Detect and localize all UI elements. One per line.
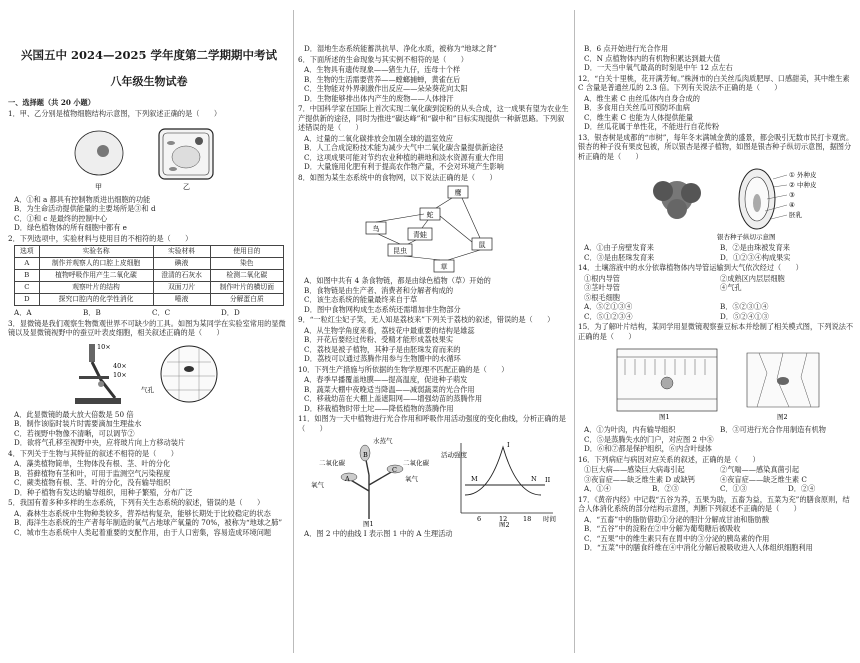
- fig1-caption: 图1: [363, 520, 374, 527]
- table-cell: 观察叶片的结构: [39, 282, 153, 294]
- ginkgo-caption: 银杏种子纵切示意图: [717, 233, 776, 241]
- table-cell: C: [15, 282, 40, 294]
- section-heading: 一、选择题（共 20 小题）: [8, 97, 95, 107]
- q14-option-c[interactable]: C．⑤①②③④: [584, 311, 633, 321]
- experiment-table: [14, 245, 284, 306]
- q13-options: [578, 243, 856, 262]
- q9-option-b[interactable]: B．开花后要经过传粉、受精才能形成荔枝果实: [304, 335, 454, 344]
- table-cell: D: [15, 294, 40, 306]
- label-water-vapor: 水蒸气: [373, 437, 393, 445]
- q1-option-c[interactable]: C．①和 c 是最终的控制中心: [14, 213, 108, 223]
- seed-label-4: ④: [789, 201, 795, 209]
- q1-option-b[interactable]: B．为生命活动提供能量的主要场所是③和 d: [14, 204, 156, 214]
- table-header: 选项: [15, 246, 40, 258]
- q12-option-b[interactable]: B．多食用白关丝瓜可预防坏血病: [584, 103, 690, 112]
- food-web-diagram: [354, 184, 514, 274]
- q1-option-d[interactable]: D．绿色植物体的所有细胞中都有 e: [14, 223, 127, 233]
- q3-option-b[interactable]: B．制作该临时装片时需要滴加生理盐水: [14, 419, 142, 429]
- table-cell: 碘液: [153, 258, 210, 270]
- curve-i-label: I: [507, 441, 510, 449]
- q6-option-b[interactable]: B．生物的生活需要营养——螳螂捕蝉，黄雀在后: [304, 74, 461, 84]
- table-cell: 探究口腔内的化学性消化: [39, 294, 153, 306]
- q5-option-a[interactable]: A．森林生态系统中生物种类较多，营养结构复杂，能够长期处于比较稳定的状态: [14, 508, 271, 518]
- axis-x-label: 时间: [543, 515, 556, 523]
- q8-option-a[interactable]: A．如图中共有 4 条食物链，都是由绿色植物（草）开始的: [304, 276, 491, 285]
- middle-seedcoat-label: 中种皮: [797, 181, 817, 189]
- label-co2: 二氧化碳: [319, 459, 345, 467]
- q3-option-d[interactable]: D．欲将气孔移至视野中央，应将玻片向上方移动装片: [14, 438, 186, 448]
- question-11-stem: 11．如图为一天中植物进行光合作用和呼吸作用活动强度的变化曲线，分析正确的是（ ）: [298, 414, 566, 433]
- label-b: B: [363, 451, 368, 459]
- node-mouse: 鼠: [478, 241, 486, 249]
- q2-option-a[interactable]: A．A: [14, 308, 32, 318]
- label-c: C: [392, 466, 397, 474]
- objective-label-40: 40×: [113, 361, 127, 370]
- q5-option-c[interactable]: C．城市生态系统中人类起着重要的支配作用，由于人口密集，容易造成环境问题: [14, 527, 272, 537]
- q12-option-d[interactable]: D．丝瓜花属于单性花，不能进行自花传粉: [584, 122, 720, 131]
- question-10-stem: 10．下列生产措施与所依据的生物学原理不匹配正确的是（ ）: [298, 364, 509, 374]
- table-cell: 制作并观察人的口腔上皮细胞: [39, 258, 153, 270]
- q2-option-b[interactable]: B．B: [83, 308, 101, 318]
- column-divider: [574, 10, 575, 653]
- microscope-diagram: [49, 340, 249, 408]
- q4-option-a[interactable]: A．藻类植物简单，生物体没有根、茎、叶的分化: [14, 459, 171, 469]
- question-2-stem: 2．下列选项中，实验材料与使用目的不相符的是（ ）: [8, 233, 193, 243]
- q11-option-a[interactable]: A．图 2 中的曲线 I 表示图 1 中的 A 生理活动: [304, 529, 453, 538]
- tick-12: 12: [499, 515, 508, 523]
- q14-items: [578, 274, 856, 303]
- table-header: 实验材料: [153, 246, 210, 258]
- question-12-stem: 12．“白关十里桃，花开满芳甸。”株洲市的白关丝瓜肉质肥厚、口感甜美，其中维生素 C 含量是普通丝瓜的 2.3 倍。下列有关说法不正确的是（ ）: [578, 73, 850, 92]
- question-8-stem: 8．如图为某生态系统中的食物网，以下说法正确的是（ ）: [298, 172, 497, 182]
- question-16-stem: 16．下列病症与病因对应关系的叙述，正确的是（ ）: [578, 454, 760, 464]
- table-cell: A: [15, 258, 40, 270]
- table-cell: 染色: [210, 258, 283, 270]
- q4-option-d[interactable]: D．种子植物有发达的输导组织，用种子繁殖，分布广泛: [14, 487, 193, 497]
- q13-option-d[interactable]: D．①②③④构成果实: [720, 252, 791, 262]
- node-bird: 鸟: [372, 225, 380, 233]
- node-grass: 草: [440, 263, 448, 271]
- axis-y-label: 活动强度: [441, 451, 467, 459]
- leaf-structure-diagram: [597, 343, 837, 423]
- curve-ii-label: II: [545, 476, 551, 484]
- table-cell: 澄清的石灰水: [153, 270, 210, 282]
- fig2-caption: 图2: [499, 521, 510, 527]
- node-snake: 蛇: [426, 211, 434, 219]
- q14-option-b[interactable]: B．⑤②③①④: [720, 302, 769, 311]
- table-row: [15, 294, 284, 306]
- q1-option-a[interactable]: A．①和 a 都具有控制物质进出细胞的功能: [14, 194, 151, 204]
- q16-option-d[interactable]: D．②④: [788, 484, 816, 493]
- column-left: [8, 0, 290, 663]
- q3-option-a[interactable]: A．此显微镜的最大放大倍数是 50 倍: [14, 409, 134, 419]
- q13-option-a[interactable]: A．①由子房壁发育来: [584, 243, 654, 252]
- question-4-stem: 4．下列关于生物与其特征的叙述不相符的是（ ）: [8, 448, 178, 458]
- q8-option-b[interactable]: B．食物链是由生产者、消费者和分解者构成的: [304, 285, 454, 295]
- q7-option-c[interactable]: C．这项成果可能对节约农业种植的耕地和淡水资源有重大作用: [304, 152, 504, 162]
- q14-option-d[interactable]: D．⑤②④①③: [720, 311, 769, 321]
- leaf-fig1-caption: 图1: [659, 413, 670, 421]
- table-cell: 分解蛋白质: [210, 294, 283, 306]
- q16-option-c[interactable]: C．①③: [720, 484, 748, 493]
- q15-option-b[interactable]: B．③可进行光合作用制造有机物: [720, 425, 826, 434]
- fig-label-jia: 甲: [95, 182, 102, 191]
- node-hawk: 鹰: [454, 189, 462, 197]
- q15-option-d[interactable]: D．⑥和⑦都是保护组织，⑥内含叶绿体: [584, 444, 712, 453]
- table-row: [15, 258, 284, 270]
- q16-item: ②气喘——感染真菌引起: [720, 465, 800, 474]
- q11-option-b[interactable]: B．6 点开始进行光合作用: [584, 44, 669, 53]
- q7-option-a[interactable]: A．过量的二氧化碳排放会加剧全球的温室效应: [304, 133, 453, 143]
- seed-label-1: ①: [789, 171, 795, 179]
- q10-option-c[interactable]: C．移栽幼苗在大棚上盖遮阳网——增强幼苗的蒸腾作用: [304, 394, 483, 403]
- q5-option-d[interactable]: D．湿地生态系统能蓄洪抗旱、净化水质，被称为“地球之肾”: [304, 44, 497, 53]
- q16-option-b[interactable]: B．②③: [652, 484, 679, 493]
- q12-option-c[interactable]: C．维生素 C 也能为人体提供能量: [584, 112, 694, 122]
- exam-title: 兴国五中 2024—2025 学年度第二学期期中考试: [20, 48, 278, 62]
- q2-options: [8, 308, 290, 318]
- q4-option-b[interactable]: B．苔藓植物有茎和叶，可用于监测空气污染程度: [14, 468, 171, 478]
- question-17-stem: 17．《黄帝内经》中记载“五谷为养，五果为助，五畜为益，五菜为充”的膳食原则，结合人体消化系统的部分结构示意图，判断下列叙述不正确的是（ ）: [578, 494, 850, 513]
- label-co2-right: 二氧化碳: [403, 459, 429, 467]
- q7-option-d[interactable]: D．大量施用化肥有利于提高农作物产量，不会对环境产生影响: [304, 162, 504, 171]
- q2-option-d[interactable]: D．D: [221, 308, 240, 318]
- q14-item: ③茎叶导管: [584, 283, 620, 292]
- q6-option-a[interactable]: A．生物具有遗传现象——猪生九仔，连母十个样: [304, 65, 461, 74]
- table-cell: 双面刀片: [153, 282, 210, 294]
- q10-option-d[interactable]: D．移栽植物时带土坨——降低植物的蒸腾作用: [304, 403, 454, 413]
- q13-option-c[interactable]: C．③是由胚珠发育来: [584, 252, 655, 262]
- table-cell: 植物呼吸作用产生二氧化碳: [39, 270, 153, 282]
- plant-activity-diagram: [309, 435, 559, 527]
- q13-option-b[interactable]: B．②是由珠被发育来: [720, 243, 790, 252]
- label-o2: 氧气: [311, 481, 324, 489]
- table-cell: 唾液: [153, 294, 210, 306]
- q14-option-a[interactable]: A．⑤②①③④: [584, 302, 633, 311]
- q2-option-c[interactable]: C．C: [152, 308, 171, 318]
- table-row: [15, 282, 284, 294]
- column-right: [578, 0, 856, 663]
- q17-option-a[interactable]: A．“五畜”中的脂肪借助①分泌的胆汁分解成甘油和脂肪酸: [584, 514, 770, 524]
- q17-option-b[interactable]: B．“五谷”中的淀粉在②中分解为葡萄糖后被吸收: [584, 524, 741, 533]
- label-o2-right: 氧气: [405, 475, 418, 483]
- question-13-stem: 13．银杏树是成都的“市树”，每年冬末满城金黄的盛景，都会吸引无数市民打卡观赏。银杏的种子没有果皮包被，所以银杏是裸子植物，如图是银杏种子纵切示意图，据图分析正确的是（ ）: [578, 132, 854, 161]
- q11-option-d[interactable]: D．一天当中氧气最高的时刻是中午 12 点左右: [584, 63, 733, 72]
- question-9-stem: 9．“一粒红尘妃子笑，无人知是荔枝来”下列关于荔枝的叙述，错误的是（ ）: [298, 315, 555, 324]
- q15-option-c[interactable]: C．⑤是蒸腾失水的门户，对应图 2 中⑧: [584, 434, 714, 444]
- table-cell: 制作叶片的横切面: [210, 282, 283, 294]
- q9-option-d[interactable]: D．荔枝可以通过蒸腾作用参与生物圈中的水循环: [304, 354, 461, 363]
- tick-18: 18: [523, 515, 532, 523]
- q16-item: ①巨大病——感染巨大病毒引起: [584, 465, 685, 474]
- table-header: 使用目的: [210, 246, 283, 258]
- question-14-stem: 14．土壤溶液中的水分依靠植物体内导管运输到大气依次经过（ ）: [578, 263, 803, 272]
- column-divider: [293, 10, 294, 653]
- table-row: [15, 270, 284, 282]
- q15-option-a[interactable]: A．①为叶肉，内有输导组织: [584, 425, 676, 434]
- question-3-stem: 3．显微镜是我们观察生物微观世界不可缺少的工具。如图为某同学在实验室常用的显微镜以及显微镜视野中的蚕豆叶表皮细胞，相关叙述正确的是（ ）: [8, 318, 286, 338]
- tick-6: 6: [477, 515, 482, 523]
- endosperm-label: 胚乳: [789, 211, 802, 219]
- q9-option-a[interactable]: A．从生物学角度来看，荔枝花中最重要的结构是雄蕊: [304, 325, 475, 335]
- question-5-stem: 5．我国有着多种多样的生态系统，下列有关生态系统的叙述，错误的是（ ）: [8, 498, 265, 508]
- point-m-label: M: [471, 475, 478, 483]
- column-middle: [298, 0, 570, 663]
- question-7-stem: 7．中国科学家在国际上首次实现二氧化碳到淀粉的从头合成，这一成果有望为农业生产提供新的途径，同时为推进“碳达峰”和“碳中和”目标实现提供一种新思路。下列叙述错误的是（ ）: [298, 104, 569, 132]
- seed-label-2: ②: [789, 181, 795, 189]
- q14-options: [578, 302, 856, 321]
- q8-option-d[interactable]: D．图中食物网构成生态系统还需增加非生物部分: [304, 304, 461, 314]
- point-n-label: N: [531, 475, 537, 483]
- q6-option-c[interactable]: C．生物能对外界刺激作出反应——朵朵葵花向太阳: [304, 84, 468, 93]
- q7-option-b[interactable]: B．人工合成淀粉技术能为减少大气中二氧化碳含量提供新途径: [304, 143, 504, 152]
- fig-label-yi: 乙: [183, 182, 190, 191]
- q12-option-a[interactable]: A．维生素 C 由丝瓜体内自身合成的: [584, 93, 700, 103]
- outer-seedcoat-label: 外种皮: [797, 171, 817, 179]
- q16-options: [578, 484, 856, 494]
- q16-items: [578, 465, 856, 484]
- q14-item: ②成熟区内层层细胞: [720, 273, 785, 283]
- question-15-stem: 15．为了解叶片结构，某同学用显微镜观察蚕豆标本并绘制了相关模式图，下列说法不正确的是（ ）: [578, 322, 854, 341]
- objective-label-10: 10×: [113, 370, 127, 379]
- q14-item: ①根内导管: [584, 273, 620, 283]
- q14-item: ④气孔: [720, 283, 742, 292]
- q6-option-d[interactable]: D．生物能够排出体内产生的废物——人体排汗: [304, 93, 454, 103]
- node-insect: 昆虫: [393, 247, 407, 255]
- q5-option-b[interactable]: B．海洋生态系统的生产者每年制造的氧气占地球产氧量的 70%，被称为“地球之肺”: [14, 518, 283, 528]
- cell-diagram: [59, 121, 239, 193]
- table-header: 实验名称: [39, 246, 153, 258]
- node-frog: 青蛙: [413, 231, 427, 239]
- table-cell: B: [15, 270, 40, 282]
- q17-option-d[interactable]: D．“五菜”中的膳食纤维在④中消化分解后被吸收进入人体组织细胞利用: [584, 543, 813, 552]
- label-a: A: [345, 475, 350, 483]
- q15-options: [578, 425, 856, 435]
- exam-subtitle: 八年级生物试卷: [110, 75, 188, 89]
- q10-option-b[interactable]: B．蔬菜大棚中夜晚适当降温——减弱蔬菜的光合作用: [304, 384, 475, 394]
- q14-item: ⑤根毛细胞: [584, 292, 620, 302]
- q4-option-c[interactable]: C．蕨类植物有根、茎、叶的分化，没有输导组织: [14, 478, 171, 488]
- q16-item: ③夜盲症——缺乏维生素 D 或缺钙: [584, 474, 695, 484]
- table-cell: 检测二氧化碳: [210, 270, 283, 282]
- q9-option-c[interactable]: C．荔枝是被子植物，其种子是由胚珠发育而来的: [304, 344, 461, 354]
- ginkgo-seed-diagram: [607, 163, 827, 241]
- question-6-stem: 6．下面所述的生命现象与其实例不相符的是（ ）: [298, 54, 468, 64]
- q3-option-c[interactable]: C．若视野中物像不清晰，可以调节②: [14, 428, 135, 438]
- q16-item: ④夜盲症——缺乏维生素 C: [720, 474, 807, 484]
- question-1-stem: 1．甲、乙分别是植物细胞结构示意图，下列叙述正确的是（ ）: [8, 109, 222, 119]
- q11-option-c[interactable]: C．N 点植物体内的有机物积累达到最大值: [584, 53, 721, 63]
- leaf-fig2-caption: 图2: [777, 413, 788, 421]
- seed-label-3: ③: [789, 191, 795, 199]
- q17-option-c[interactable]: C．“五果”中的维生素只有在胃中的③分泌的胰岛素的作用: [584, 533, 770, 543]
- q10-option-a[interactable]: A．春季早播覆盖地膜——提高温度，促进种子萌发: [304, 375, 468, 384]
- stoma-label: 气孔: [141, 385, 154, 394]
- q8-option-c[interactable]: C．该生态系统的能量最终来自于草: [304, 295, 418, 304]
- q16-option-a[interactable]: A．①④: [584, 484, 611, 493]
- eyepiece-label: 10×: [97, 342, 111, 351]
